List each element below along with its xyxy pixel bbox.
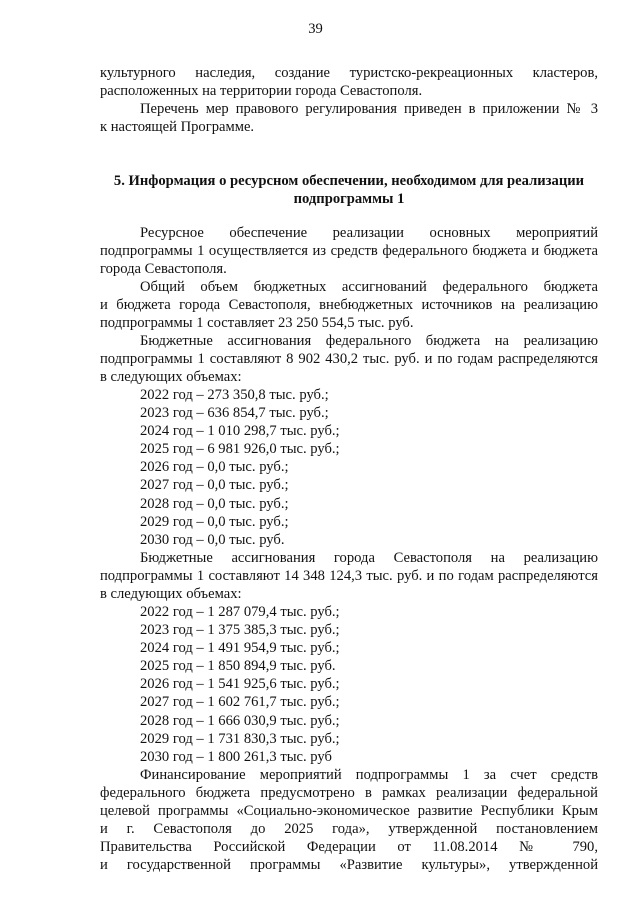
- intro-line-3: Перечень мер правового регулирования приведен в приложении № 3: [140, 101, 598, 117]
- para-financing-line-6: и государственной программы «Развитие культуры», утвержденной: [100, 857, 598, 873]
- list-item: 2024 год – 1 010 298,7 тыс. руб.;: [140, 423, 340, 440]
- list-item: 2022 год – 273 350,8 тыс. руб.;: [140, 387, 329, 403]
- para-city-line-1: Бюджетные ассигнования города Севастополя на реализацию: [140, 550, 598, 566]
- list-item: 2024 год – 1 491 954,9 тыс. руб.;: [140, 640, 340, 657]
- list-item: 2025 год – 6 981 926,0 тыс. руб.;: [140, 441, 340, 458]
- list-item: 2026 год – 0,0 тыс. руб.;: [140, 459, 289, 476]
- list-item: 2029 год – 1 731 830,3 тыс. руб.;: [140, 730, 340, 747]
- para-resource-line-1: Ресурсное обеспечение реализации основных мероприятий: [140, 225, 598, 241]
- para-financing-line-5: Правительства Российской Федерации от 11.08.2014 № 790,: [100, 839, 598, 855]
- list-item: 2028 год – 0,0 тыс. руб.;: [140, 495, 289, 512]
- para-financing-line-1: Финансирование мероприятий подпрограммы 1 за счет средств: [140, 767, 598, 783]
- intro-line-4: к настоящей Программе.: [100, 119, 255, 135]
- list-item: 2029 год – 0,0 тыс. руб.;: [140, 513, 289, 530]
- list-item: 2025 год – 1 850 894,9 тыс. руб.: [140, 658, 336, 675]
- list-item: 2030 год – 1 800 261,3 тыс. руб: [140, 748, 332, 765]
- para-financing-line-2: федерального бюджета предусмотрено в рамках реализации федеральной: [100, 785, 598, 801]
- page-number: 39: [308, 21, 323, 37]
- para-federal-line-3: в следующих объемах:: [100, 369, 242, 385]
- intro-line-1: культурного наследия, создание туристско-рекреационных кластеров,: [100, 65, 598, 81]
- intro-line-2: расположенных на территории города Севастополя.: [100, 83, 423, 99]
- para-total-line-2: и бюджета города Севастополя, внебюджетных источников на реализацию: [100, 297, 598, 313]
- para-financing-line-4: и г. Севастополя до 2025 года», утвержденной постановлением: [100, 821, 598, 837]
- city-by-year-list: [140, 603, 340, 766]
- para-resource-line-2: подпрограммы 1 осуществляется из средств федерального бюджета и бюджета: [100, 243, 598, 259]
- list-item: 2022 год – 1 287 079,4 тыс. руб.;: [140, 604, 340, 620]
- federal-by-year-list: [140, 386, 340, 549]
- para-city-line-3: в следующих объемах:: [100, 586, 242, 602]
- list-item: 2027 год – 0,0 тыс. руб.;: [140, 477, 289, 494]
- para-total-line-1: Общий объем бюджетных ассигнований федерального бюджета: [140, 279, 598, 295]
- list-item: 2030 год – 0,0 тыс. руб.: [140, 531, 285, 548]
- list-item: 2028 год – 1 666 030,9 тыс. руб.;: [140, 712, 340, 729]
- para-city-line-2: подпрограммы 1 составляют 14 348 124,3 тыс. руб. и по годам распределяются: [100, 568, 598, 584]
- list-item: 2023 год – 636 854,7 тыс. руб.;: [140, 405, 329, 422]
- para-financing-line-3: целевой программы «Социально-экономическое развитие Республики Крым: [100, 803, 598, 819]
- list-item: 2027 год – 1 602 761,7 тыс. руб.;: [140, 694, 340, 711]
- para-federal-line-1: Бюджетные ассигнования федерального бюджета на реализацию: [140, 333, 598, 349]
- list-item: 2023 год – 1 375 385,3 тыс. руб.;: [140, 622, 340, 639]
- para-total-line-3: подпрограммы 1 составляет 23 250 554,5 тыс. руб.: [100, 315, 414, 331]
- para-federal-line-2: подпрограммы 1 составляют 8 902 430,2 тыс. руб. и по годам распределяются: [100, 351, 598, 367]
- list-item: 2026 год – 1 541 925,6 тыс. руб.;: [140, 676, 340, 693]
- section-heading: 5. Информация о ресурсном обеспечении, необходимом для реализации подпрограммы 1: [113, 173, 585, 208]
- para-resource-line-3: города Севастополя.: [100, 261, 227, 277]
